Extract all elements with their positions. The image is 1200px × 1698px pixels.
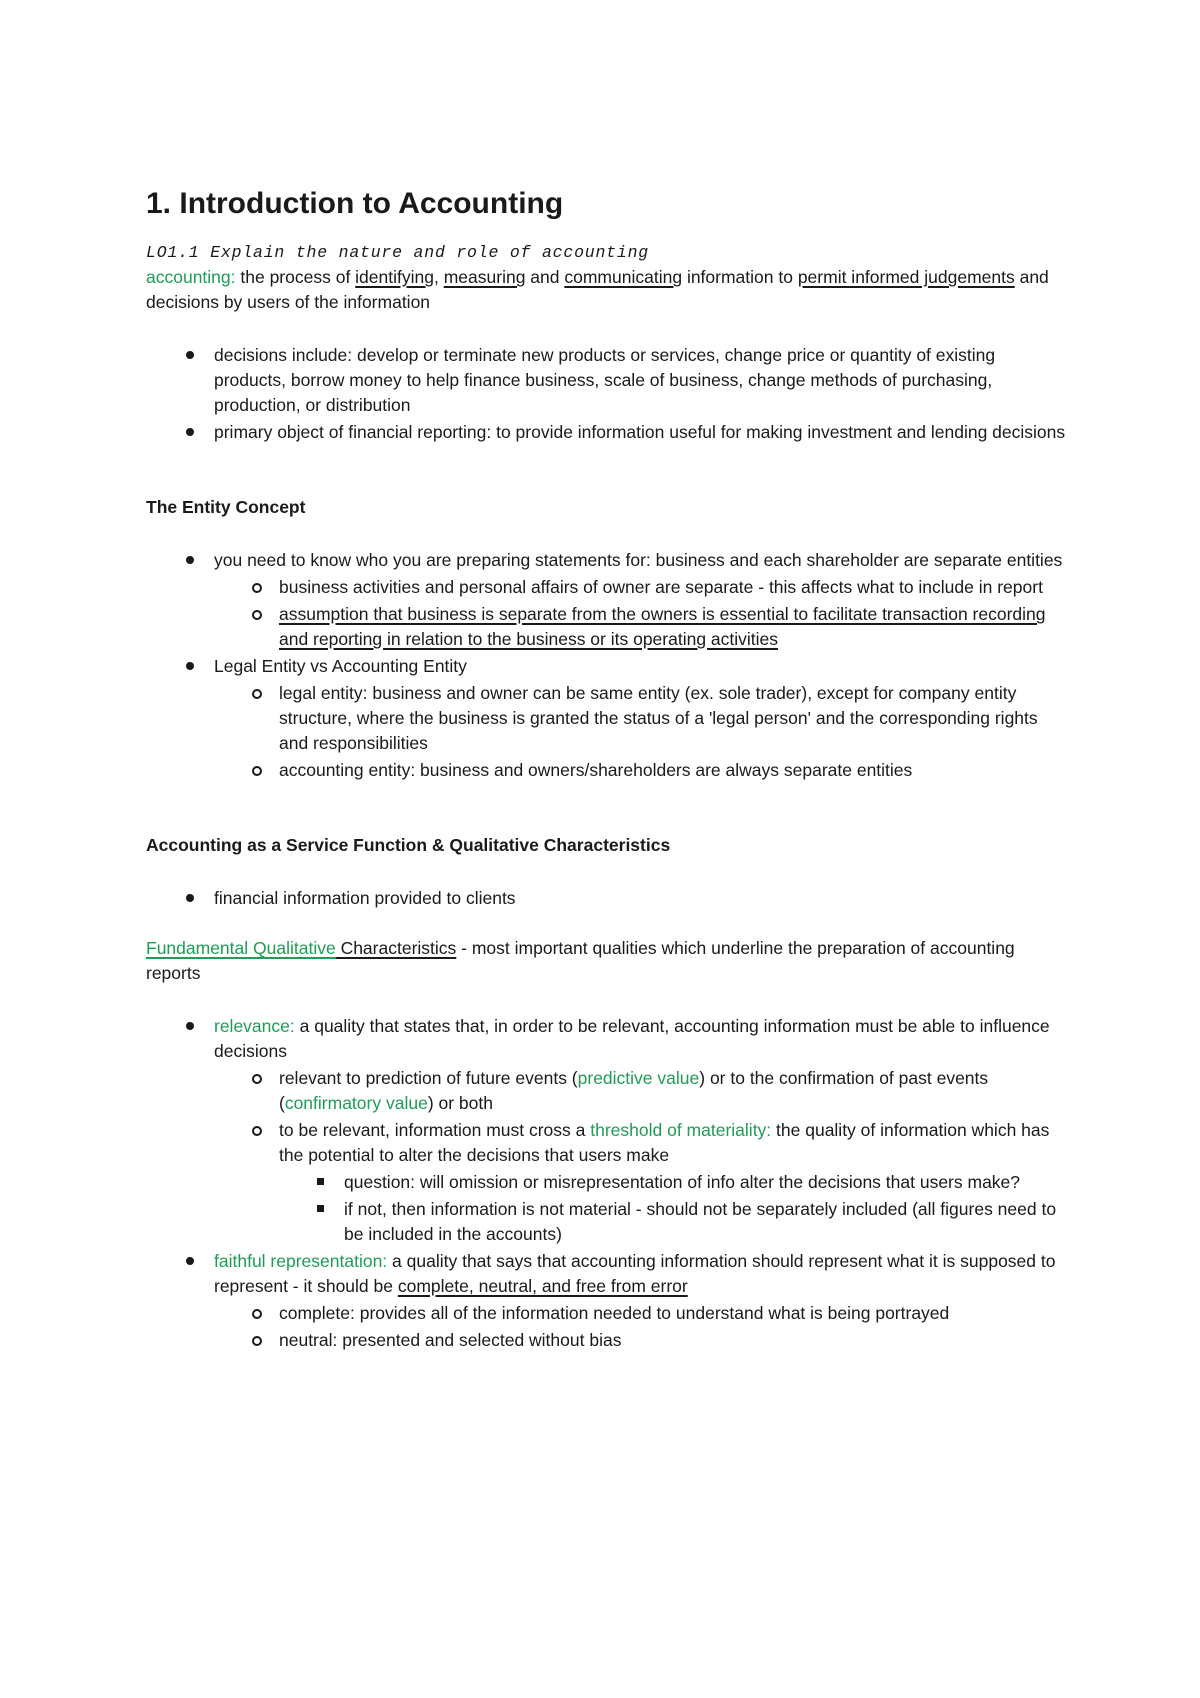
sub-sub-list <box>279 1170 1066 1247</box>
fqc-underlined-text: Characteristics <box>335 938 457 958</box>
list-item <box>214 758 1066 783</box>
sub-list <box>214 1066 1066 1247</box>
list-item-text: question: will omission or misrepresentation of info alter the decisions that users make? <box>344 1172 1021 1192</box>
list-item-text: decisions include: develop or terminate new products or services, change price or quantity of existing products, borrow money to help finance business, scale of business, change methods of purchasing, production, or distribution <box>214 345 996 415</box>
document-page <box>146 186 1066 1353</box>
list-item <box>146 548 1066 652</box>
list-item <box>146 420 1066 445</box>
hollow-bullet-icon <box>252 583 262 593</box>
list-item <box>214 575 1066 600</box>
fqc-text: - most important qualities which underline the preparation of accounting reports <box>146 938 1015 983</box>
fqc-green-text: Fundamental Qualitative <box>146 938 336 958</box>
faithful-representation-term: faithful representation: <box>214 1251 388 1271</box>
list-item-text: a quality that says that accounting information should represent what it is supposed to represent - it should be <box>214 1251 1056 1296</box>
list-item <box>214 1328 1066 1353</box>
list-item-text: neutral: presented and selected without bias <box>279 1330 622 1350</box>
list-item-text: the quality of information which has the potential to alter the decisions that users make <box>279 1120 1050 1165</box>
relevance-term: relevance: <box>214 1016 295 1036</box>
service-bullet-list <box>146 886 1066 911</box>
list-item-text: business activities and personal affairs of owner are separate - this affects what to include in report <box>279 577 1043 597</box>
intro-bullet-list <box>146 343 1066 445</box>
list-item-text: relevant to prediction of future events ( <box>279 1068 578 1088</box>
bullet-icon <box>186 1022 194 1030</box>
list-item <box>214 1301 1066 1326</box>
list-item <box>146 1249 1066 1353</box>
definition-text: and decisions by users of the information <box>146 267 1049 312</box>
underlined-complete-neutral-free: complete, neutral, and free from error <box>397 1276 688 1296</box>
list-item <box>146 343 1066 418</box>
hollow-bullet-icon <box>252 1126 262 1136</box>
list-item-text: ) or to the confirmation of past events ( <box>279 1068 989 1113</box>
list-item-text: assumption that business is separate from the owners is essential to facilitate transaction recording and reporting in relation to the business or its operating activities <box>279 604 1046 649</box>
hollow-bullet-icon <box>252 1074 262 1084</box>
learning-objective-heading: LO1.1 Explain the nature and role of accounting <box>146 243 649 262</box>
entity-bullet-list <box>146 548 1066 783</box>
underlined-permit-informed-judgements: permit informed judgements <box>797 267 1015 287</box>
bullet-icon <box>186 1257 194 1265</box>
list-item-text: to be relevant, information must cross a <box>279 1120 591 1140</box>
list-item-text: ) or both <box>427 1093 493 1113</box>
hollow-bullet-icon <box>252 689 262 699</box>
hollow-bullet-icon <box>252 1309 262 1319</box>
list-item-text: accounting entity: business and owners/shareholders are always separate entities <box>279 760 913 780</box>
list-item-text: primary object of financial reporting: to provide information useful for making investment and lending decisions <box>214 422 1066 442</box>
definition-text: and <box>525 267 565 287</box>
list-item-text: complete: provides all of the information needed to understand what is being portrayed <box>279 1303 950 1323</box>
section-heading-service-function: Accounting as a Service Function & Qualitative Characteristics <box>146 835 671 855</box>
definition-text: the process of <box>235 267 356 287</box>
list-item <box>214 1118 1066 1247</box>
bullet-icon <box>186 894 194 902</box>
sub-list <box>214 575 1066 652</box>
list-item <box>214 1066 1066 1116</box>
hollow-bullet-icon <box>252 1336 262 1346</box>
qualitative-bullet-list <box>146 1014 1066 1353</box>
list-item <box>279 1197 1066 1247</box>
definition-text: information to <box>682 267 798 287</box>
list-item <box>146 886 1066 911</box>
predictive-value-term: predictive value <box>577 1068 700 1088</box>
definition-text: , <box>433 267 444 287</box>
list-item-text: if not, then information is not material - should not be separately included (all figures need to be included in the accounts) <box>344 1199 1057 1244</box>
page-title: 1. Introduction to Accounting <box>146 187 564 220</box>
list-item-text: a quality that states that, in order to be relevant, accounting information must be able to influence decisions <box>214 1016 1050 1061</box>
underlined-measuring: measuring <box>443 267 526 287</box>
list-item <box>279 1170 1066 1195</box>
sub-list <box>214 1301 1066 1353</box>
definition-term: accounting: <box>146 267 236 287</box>
list-item-text: you need to know who you are preparing statements for: business and each shareholder are separate entities <box>214 550 1063 570</box>
list-item <box>214 602 1066 652</box>
confirmatory-value-term: confirmatory value <box>284 1093 428 1113</box>
section-heading-entity: The Entity Concept <box>146 497 306 517</box>
underlined-identifying: identifying <box>355 267 434 287</box>
list-item-text: legal entity: business and owner can be same entity (ex. sole trader), except for company entity structure, where the business is granted the status of a 'legal person' and the corresponding rights and responsibilities <box>279 683 1038 753</box>
square-bullet-icon <box>317 1205 324 1212</box>
list-item-text: Legal Entity vs Accounting Entity <box>214 656 467 676</box>
materiality-term: threshold of materiality: <box>590 1120 772 1140</box>
list-item <box>214 681 1066 756</box>
bullet-icon <box>186 662 194 670</box>
list-item-text: financial information provided to clients <box>214 888 516 908</box>
list-item <box>146 654 1066 783</box>
fundamental-qualitative-paragraph <box>146 936 1066 986</box>
bullet-icon <box>186 428 194 436</box>
bullet-icon <box>186 556 194 564</box>
hollow-bullet-icon <box>252 610 262 620</box>
underlined-communicating: communicating <box>564 267 683 287</box>
bullet-icon <box>186 351 194 359</box>
list-item <box>146 1014 1066 1247</box>
square-bullet-icon <box>317 1178 324 1185</box>
sub-list <box>214 681 1066 783</box>
hollow-bullet-icon <box>252 766 262 776</box>
accounting-definition <box>146 265 1066 315</box>
